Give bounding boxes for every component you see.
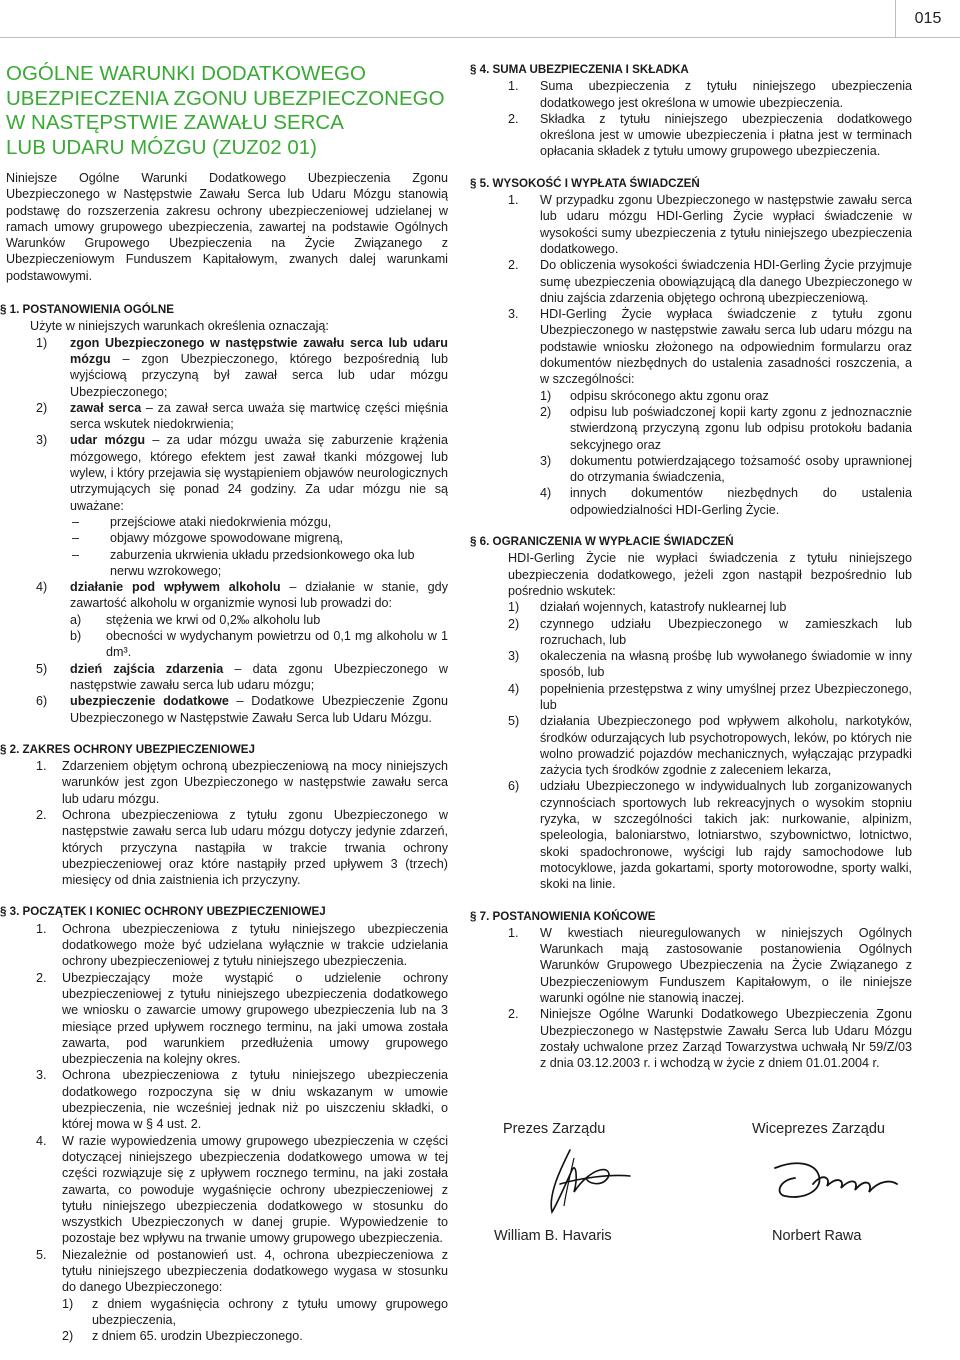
numbered-item: 3. Ochrona ubezpieczeniowa z tytułu niniejszego ubezpieczenia dodatkowego rozpoczyna się w dniu wskazanym w umowie ubezpieczenia, nie wcześniej jednak niż po uiszczeniu składki, o której mowa w § 4 ust. 2. — [36, 1068, 448, 1132]
title-line-1: OGÓLNE WARUNKI DODATKOWEGO — [6, 62, 366, 85]
section-heading: § 5. WYSOKOŚĆ I WYPŁATA ŚWIADCZEŃ — [470, 176, 700, 190]
signature-name-president: William B. Havaris — [494, 1228, 612, 1244]
section-heading: § 7. POSTANOWIENIA KOŃCOWE — [470, 909, 656, 923]
section-heading: § 2. ZAKRES OCHRONY UBEZPIECZENIOWEJ — [0, 742, 255, 756]
dash-item: – przejściowe ataki niedokrwienia mózgu, — [72, 514, 332, 529]
sub-item: 5) działania Ubezpieczonego pod wpływem alkoholu, narkotyków, środków odurzających lub psychotropowych, leków, po których nie wolno prowadzić pojazdów mechanicznych, wyłączając przypadki zażycia tych środków zgodnie z zaleceniem lekarza, — [508, 714, 912, 778]
signature-havaris-image — [530, 1140, 640, 1220]
numbered-item: 2. Niniejsze Ogólne Warunki Dodatkowego Ubezpieczenia Zgonu Ubezpieczonego w Następstwie Zawału Serca lub Udaru Mózgu zostały uchwalone przez Zarząd Towarzystwa uchwałą Nr 59/Z/03 z dnia 03.12.2003 r. i wchodzą w życie z dniem 01.01.2004 r. — [508, 1007, 912, 1071]
signature-role-president: Prezes Zarządu — [503, 1121, 606, 1137]
signature-name-vice-president: Norbert Rawa — [772, 1228, 862, 1244]
definition-item: 6) ubezpieczenie dodatkowe – Dodatkowe Ubezpieczenie Zgonu Ubezpieczonego w Następstwie Zawału Serca lub Udaru Mózgu. — [36, 694, 448, 725]
section-lead: HDI-Gerling Życie nie wypłaci świadczenia z tytułu niniejszego ubezpieczenia dodatkowego, jeżeli zgon nastąpił bezpośrednio lub pośrednio wskutek: — [508, 551, 912, 598]
definition-item: 1) zgon Ubezpieczonego w następstwie zawału serca lub udaru mózgu – zgon Ubezpieczonego, którego bezpośrednią lub wyjściową przyczyną był zawał serca lub udar mózgu Ubezpieczonego; — [36, 335, 448, 399]
sub-item: 4) innych dokumentów niezbędnych do ustalenia odpowiedzialności HDI-Gerling Życie. — [540, 486, 912, 517]
sub-item: 2) z dniem 65. urodzin Ubezpieczonego. — [62, 1329, 303, 1344]
section-5 — [470, 176, 912, 518]
sub-item: 3) dokumentu potwierdzającego tożsamość osoby uprawnionej do otrzymania świadczenia, — [540, 453, 912, 485]
sub-item: 3) okaleczenia na własną prośbę lub wywołanego świadomie w inny sposób, lub — [508, 649, 912, 680]
title-line-4: LUB UDARU MÓZGU (ZUZ02 01) — [6, 135, 317, 159]
document-title — [6, 62, 448, 160]
section-lead: Użyte w niniejszych warunkach określenia oznaczają: — [30, 319, 329, 334]
definition-item: 4) działanie pod wpływem alkoholu – działanie w stanie, gdy zawartość alkoholu w organizmie wynosi lub prowadzi do: — [36, 580, 448, 611]
numbered-item: 1. Zdarzeniem objętym ochroną ubezpieczeniową na mocy niniejszych warunków jest zgon Ubezpieczonego w następstwie zawału serca lub udaru mózgu. — [36, 759, 448, 806]
page-header-bar — [0, 0, 960, 38]
section-4 — [470, 62, 912, 160]
definition-item: 3) udar mózgu – za udar mózgu uważa się zaburzenie krążenia mózgowego, którego efektem jest zawał tkanki mózgowej lub wylew, i który przejawia się wystąpieniem objawów neurologicznych utrzymujących się ponad 24 godziny. Za udar mózgu nie są uważane: — [36, 433, 448, 513]
signature-role-vice-president: Wiceprezes Zarządu — [752, 1121, 885, 1137]
sub-item: 2) odpisu lub poświadczonej kopii karty zgonu z jednoznacznie stwierdzoną przyczyną zgonu lub odpisu protokołu badania sekcyjnego oraz — [540, 404, 912, 452]
section-heading: § 1. POSTANOWIENIA OGÓLNE — [0, 303, 174, 317]
section-heading: § 4. SUMA UBEZPIECZENIA I SKŁADKA — [470, 63, 689, 76]
section-1 — [0, 302, 448, 726]
numbered-item: 1. W przypadku zgonu Ubezpieczonego w następstwie zawału serca lub udaru mózgu HDI-Gerling Życie wypłaci świadczenie w wysokości sumy ubezpieczenia z tytułu niniejszego ubezpieczenia dodatkowego. — [508, 193, 912, 256]
section-heading: § 6. OGRANICZENIA W WYPŁACIE ŚWIADCZEŃ — [470, 535, 734, 549]
intro-paragraph: Niniejsze Ogólne Warunki Dodatkowego Ubezpieczenia Zgonu Ubezpieczonego w Następstwie Zawału Serca lub Udaru Mózgu stanowią podstawę do rozszerzenia zakresu ochrony ubezpieczeniowej udzielanej w ramach umowy grupowego ubezpieczenia, zawartej na podstawie Ogólnych Warunków Grupowego Ubezpieczenia na Życie Związanego z Ubezpieczeniowym Funduszem Kapitałowym, zwanych dalej warunkami podstawowymi. — [6, 171, 448, 283]
sub-item: 1) działań wojennych, katastrofy nuklearnej lub — [508, 600, 787, 615]
section-2 — [0, 742, 448, 889]
left-column — [0, 62, 448, 1360]
numbered-item: 1. Ochrona ubezpieczeniowa z tytułu niniejszego ubezpieczenia dodatkowego może być udzielana wyłącznie w trakcie udzielania ochrony ubezpieczeniowej z tytułu niniejszego ubezpieczenia. — [36, 921, 448, 969]
sub-item: 6) udziału Ubezpieczonego w indywidualnych lub zorganizowanych czynnościach sportowych lub rekreacyjnych o wysokim stopniu ryzyka, w szczególności takich jak: nurkowanie, alpinizm, speleologia, baloniarstwo, lotniarstwo, szybownictwo, lotnictwo, skoki spadochronowe, wyścigi lub rajdy samochodowe lub motocyklowe, jazda gokartami, sporty motorowodne, sporty walki, skoki na linie. — [508, 779, 912, 892]
numbered-item: 2. Ochrona ubezpieczeniowa z tytułu zgonu Ubezpieczonego w następstwie zawału serca lub udaru mózgu dotyczy jedynie zdarzeń, których przyczyna nastąpiła w trakcie trwania ochrony ubezpieczeniowej oraz które nastąpiły przed upływem 3 (trzech) miesięcy od dnia zaistnienia ich przyczyny. — [36, 807, 448, 888]
sub-item: b) obecności w wydychanym powietrzu od 0,1 mg alkoholu w 1 dm³. — [70, 629, 448, 660]
numbered-item: 2. Ubezpieczający może wystąpić o udzielenie ochrony ubezpieczeniowej z tytułu niniejszego ubezpieczenia dodatkowego we wniosku o zawarcie umowy grupowego ubezpieczenia lub na 3 miesiące przed upływem rocznego terminu, na jaki umowa została zawarta, pod warunkiem przedłużenia umowy grupowego ubezpieczenia na kolejny okres. — [36, 970, 448, 1067]
numbered-item: 1. W kwestiach nieuregulowanych w niniejszych Ogólnych Warunkach mają zastosowanie postanowienia Ogólnych Warunków Grupowego Ubezpieczenia na Życie Związanego z Ubezpieczeniowym Funduszem Kapitałowym, o ile niniejsze warunki ogólne nie stanowią inaczej. — [508, 925, 912, 1006]
sub-item: 2) czynnego udziału Ubezpieczonego w zamieszkach lub rozruchach, lub — [508, 616, 912, 647]
section-6 — [470, 534, 912, 893]
numbered-item: 4. W razie wypowiedzenia umowy grupowego ubezpieczenia w części dotyczącej niniejszego ubezpieczenia dodatkowego umowa w tej części rozwiązuje się z upływem rocznego terminu, na jaki została zawarta, co powoduje wygaśnięcie ochrony ubezpieczeniowej z tytułu niniejszego ubezpieczenia dodatkowego w stosunku do wszystkich Ubezpieczonych w danej grupie. Wypowiedzenie to pozostaje bez wpływu na trwanie umowy grupowego ubezpieczenia. — [36, 1133, 448, 1246]
section-3 — [0, 904, 448, 1344]
numbered-item: 2. Składka z tytułu niniejszego ubezpieczenia dodatkowego określona jest w umowie ubezpieczenia i płatna jest w terminach opłacania składek z tytułu umowy grupowego ubezpieczenia. — [508, 111, 912, 159]
numbered-item: 1. Suma ubezpieczenia z tytułu niniejszego ubezpieczenia dodatkowego jest określona w umowie ubezpieczenia. — [508, 79, 912, 110]
dash-item: – objawy mózgowe spowodowane migreną, — [72, 531, 344, 546]
sub-item: 1) z dniem wygaśnięcia ochrony z tytułu umowy grupowego ubezpieczenia, — [62, 1296, 448, 1327]
signature-rawa-image — [765, 1150, 905, 1210]
section-7 — [470, 909, 912, 1072]
numbered-item: 2. Do obliczenia wysokości świadczenia HDI-Gerling Życie przyjmuje sumę ubezpieczenia obowiązującą dla danego Ubezpieczonego w dniu zajścia zdarzenia objętego ochroną ubezpieczeniową. — [508, 258, 912, 305]
page-number: 015 — [895, 0, 960, 37]
title-line-2: UBEZPIECZENIA ZGONU UBEZPIECZONEGO — [6, 86, 445, 110]
sub-item: 1) odpisu skróconego aktu zgonu oraz — [540, 388, 769, 403]
dash-item: – zaburzenia ukrwienia układu przedsionkowego oka lub nerwu wzrokowego; — [72, 547, 415, 578]
definition-item: 2) zawał serca – za zawał serca uważa się martwicę części mięśnia serca wskutek niedokrwienia; — [36, 400, 448, 432]
right-column — [470, 62, 912, 1088]
sub-item: a) stężenia we krwi od 0,2‰ alkoholu lub — [70, 612, 321, 627]
title-line-3: W NASTĘPSTWIE ZAWAŁU SERCA — [6, 111, 344, 134]
numbered-item: 3. HDI-Gerling Życie wypłaca świadczenie z tytułu zgonu Ubezpieczonego w następstwie zawału serca lub udaru mózgu na podstawie wniosku złożonego na odpowiednim formularzu oraz dokumentów niezbędnych do ustalenia zasadności roszczenia, a w szczególności: — [508, 307, 912, 387]
numbered-item: 5. Niezależnie od postanowień ust. 4, ochrona ubezpieczeniowa z tytułu niniejszego ubezpieczenia dodatkowego wygasa w stosunku do danego Ubezpieczonego: — [36, 1247, 448, 1295]
sub-item: 4) popełnienia przestępstwa z winy umyślnej przez Ubezpieczonego, lub — [508, 681, 912, 712]
section-heading: § 3. POCZĄTEK I KONIEC OCHRONY UBEZPIECZENIOWEJ — [0, 905, 326, 919]
definition-item: 5) dzień zajścia zdarzenia – data zgonu Ubezpieczonego w następstwie zawału serca lub udaru mózgu; — [36, 661, 448, 692]
